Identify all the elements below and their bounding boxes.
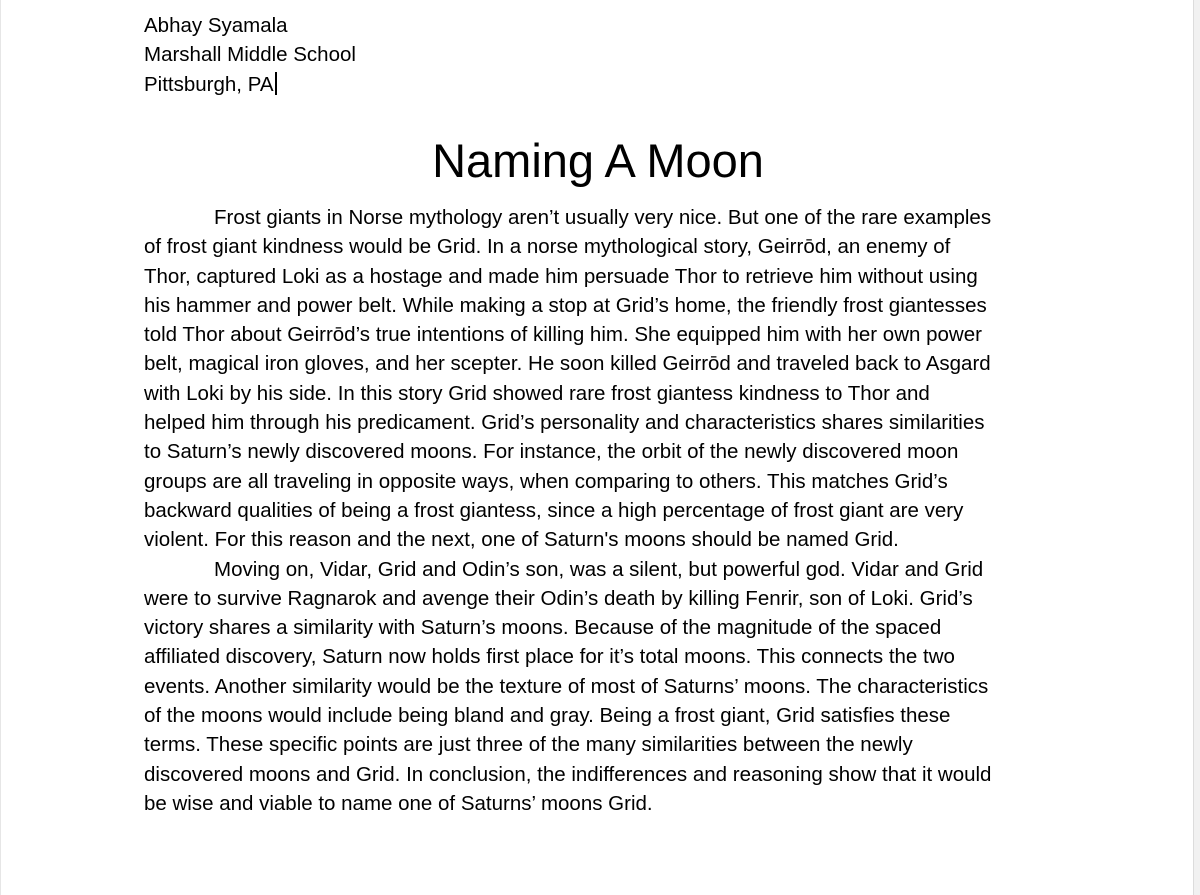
paragraph-line: terms. These specific points are just three of the many similarities between the newly — [144, 733, 913, 757]
document-body — [144, 203, 1064, 818]
paragraph-line: victory shares a similarity with Saturn’s moons. Because of the magnitude of the spaced — [144, 616, 942, 640]
school-name: Marshall Middle School — [144, 43, 356, 67]
paragraph-line: affiliated discovery, Saturn now holds first place for it’s total moons. This connects the two — [144, 645, 955, 669]
paragraph-line: his hammer and power belt. While making a stop at Grid’s home, the friendly frost giantesses — [144, 293, 987, 317]
paragraph-2 — [144, 555, 1064, 819]
paragraph-line: with Loki by his side. In this story Grid showed rare frost giantess kindness to Thor and — [144, 381, 930, 405]
paragraph-line: belt, magical iron gloves, and her scepter. He soon killed Geirrōd and traveled back to Asgard — [144, 352, 991, 376]
document-title: Naming A Moon — [432, 134, 764, 187]
paragraph-line: were to survive Ragnarok and avenge their Odin’s death by killing Fenrir, son of Loki. Grid’s — [144, 586, 973, 610]
paragraph-line: Frost giants in Norse mythology aren’t usually very nice. But one of the rare examples — [214, 206, 992, 229]
paragraph-line: events. Another similarity would be the texture of most of Saturns’ moons. The characteristics — [144, 674, 989, 698]
location-line[interactable] — [144, 70, 356, 99]
paragraph-line: backward qualities of being a frost giantess, since a high percentage of frost giant are very — [144, 498, 964, 522]
location-text: Pittsburgh, PA — [144, 72, 274, 96]
text-cursor — [275, 72, 277, 95]
author-name: Abhay Syamala — [144, 14, 288, 37]
paragraph-line: to Saturn’s newly discovered moons. For instance, the orbit of the newly discovered moon — [144, 440, 959, 464]
paragraph-line: discovered moons and Grid. In conclusion, the indifferences and reasoning show that it would — [144, 762, 992, 786]
paragraph-line: violent. For this reason and the next, one of Saturn's moons should be named Grid. — [144, 528, 899, 552]
paragraph-line: groups are all traveling in opposite ways, when comparing to others. This matches Grid’s — [144, 469, 948, 493]
paragraph-line: told Thor about Geirrōd’s true intentions of killing him. She equipped him with her own power — [144, 323, 982, 347]
paragraph-line: helped him through his predicament. Grid’s personality and characteristics shares similarities — [144, 411, 985, 435]
paragraph-line: be wise and viable to name one of Saturns’ moons Grid. — [144, 791, 653, 815]
paragraph-line: of the moons would include being bland and gray. Being a frost giant, Grid satisfies these — [144, 704, 951, 728]
paragraph-line: Thor, captured Loki as a hostage and made him persuade Thor to retrieve him without using — [144, 264, 978, 288]
paragraph-line: of frost giant kindness would be Grid. In a norse mythological story, Geirrōd, an enemy of — [144, 235, 951, 259]
paragraph-line: Moving on, Vidar, Grid and Odin’s son, was a silent, but powerful god. Vidar and Grid — [214, 557, 984, 581]
author-header — [144, 11, 356, 99]
paragraph-1 — [144, 203, 1064, 555]
